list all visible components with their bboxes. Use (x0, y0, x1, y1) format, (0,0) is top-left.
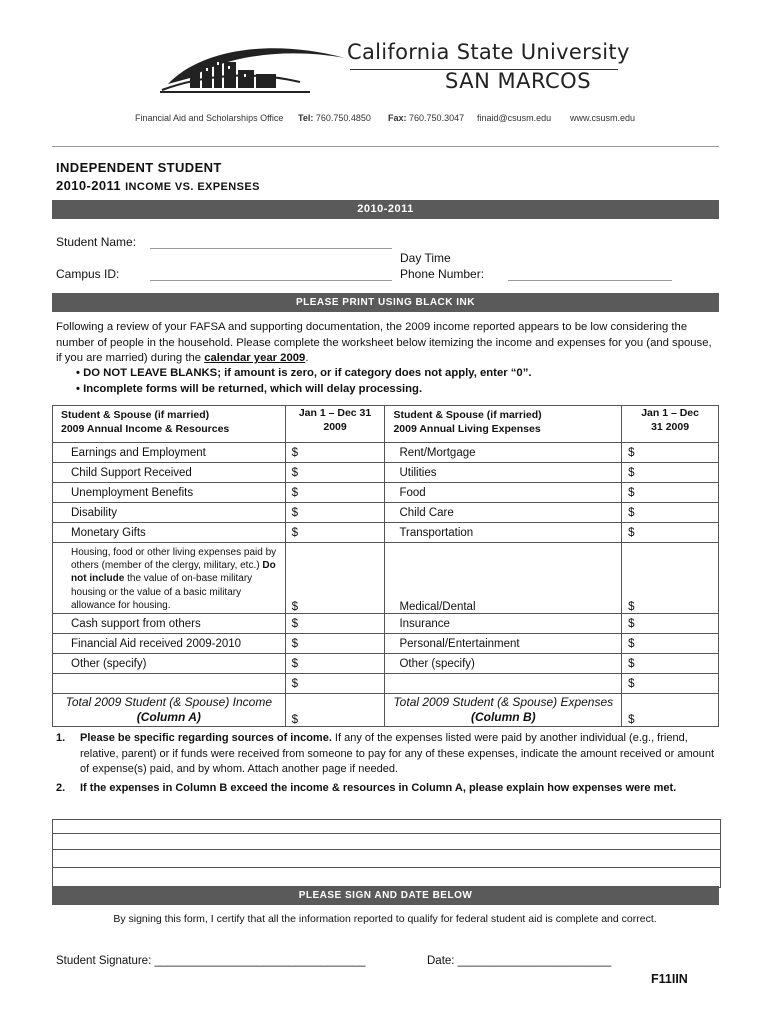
income-amount-field[interactable]: $ (285, 654, 385, 674)
expense-amount-field[interactable]: $ (622, 634, 719, 654)
phone-field[interactable] (508, 280, 672, 281)
total-expenses-label: Total 2009 Student (& Spouse) Expenses (Column B) (385, 694, 622, 727)
income-amount-field[interactable]: $ (285, 503, 385, 523)
answer-line[interactable] (53, 867, 720, 868)
table-row (53, 654, 719, 674)
income-amount-field[interactable]: $ (285, 443, 385, 463)
expense-label: Other (specify) (385, 654, 622, 674)
income-amount-field[interactable]: $ (285, 523, 385, 543)
income-amount-field[interactable]: $ (285, 483, 385, 503)
housing-label: Housing, food or other living expenses paid by others (member of the clergy, military, etc.) Do not include the value of on-base military housing or the value of a basic military allowance for housing. (53, 543, 286, 614)
expense-label: Rent/Mortgage (385, 443, 622, 463)
housing-amount-field[interactable]: $ (285, 543, 385, 614)
expense-amount-field[interactable]: $ (622, 674, 719, 694)
expense-label: Utilities (385, 463, 622, 483)
intro-paragraph: Following a review of your FAFSA and supporting documentation, the 2009 income reported appears to be low considering the number of people in the household. Please complete the worksheet below itemizing the income and expenses for you (and spouse, if you are married) during the calendar year 2009. (56, 321, 712, 364)
bullet-incomplete: • Incomplete forms will be returned, which will delay processing. (76, 382, 423, 395)
answer-line[interactable] (53, 849, 720, 850)
income-label: Financial Aid received 2009-2010 (53, 634, 286, 654)
total-income-field[interactable]: $ (285, 694, 385, 727)
certification-text: By signing this form, I certify that all the information reported to qualify for federal student aid is complete and correct. (113, 913, 657, 925)
table-row (53, 614, 719, 634)
document-subtitle: 2010-2011 INCOME VS. EXPENSES (56, 178, 260, 193)
campus-id-field[interactable] (150, 280, 392, 281)
phone-label: Phone Number: (400, 267, 485, 281)
income-expense-table (52, 405, 719, 727)
university-name: California State University (347, 40, 630, 64)
income-label: Monetary Gifts (53, 523, 286, 543)
income-label: Cash support from others (53, 614, 286, 634)
expense-label: Child Care (385, 503, 622, 523)
office-name: Financial Aid and Scholarships Office (135, 113, 284, 123)
sign-instruction-bar: PLEASE SIGN AND DATE BELOW (52, 886, 719, 905)
expense-label: Personal/Entertainment (385, 634, 622, 654)
question-2: 2. If the expenses in Column B exceed the income & resources in Column A, please explain how expenses were met. (56, 782, 677, 794)
income-amount-field[interactable]: $ (285, 463, 385, 483)
totals-row (53, 694, 719, 727)
year-bar: 2010-2011 (52, 200, 719, 219)
table-row (53, 443, 719, 463)
expense-header: Student & Spouse (if married) 2009 Annual Living Expenses (385, 406, 622, 443)
income-date-header: Jan 1 – Dec 31 2009 (285, 406, 385, 443)
document-title: INDEPENDENT STUDENT (56, 160, 222, 175)
office-email[interactable]: finaid@csusm.edu (477, 113, 552, 123)
print-instruction-bar: PLEASE PRINT USING BLACK INK (52, 293, 719, 312)
instruction-bullets (76, 366, 531, 397)
expense-amount-field[interactable]: $ (622, 523, 719, 543)
income-label: Unemployment Benefits (53, 483, 286, 503)
table-row (53, 483, 719, 503)
table-row (53, 503, 719, 523)
income-header: Student & Spouse (if married) 2009 Annual Income & Resources (53, 406, 286, 443)
form-id: F11IIN (651, 972, 688, 986)
expense-label: Medical/Dental (385, 543, 622, 614)
signature-field[interactable]: Student Signature: _________________________________ (56, 955, 366, 967)
total-expenses-field[interactable]: $ (622, 694, 719, 727)
student-name-label: Student Name: (56, 235, 137, 249)
expense-amount-field[interactable]: $ (622, 463, 719, 483)
blank-cell[interactable] (53, 674, 286, 694)
blank-cell[interactable] (385, 674, 622, 694)
answer-line[interactable] (53, 833, 720, 834)
expense-amount-field[interactable]: $ (622, 443, 719, 463)
table-row (53, 674, 719, 694)
expense-amount-field[interactable]: $ (622, 483, 719, 503)
student-name-field[interactable] (150, 248, 392, 249)
income-label: Other (specify) (53, 654, 286, 674)
table-row (53, 523, 719, 543)
income-amount-field[interactable]: $ (285, 614, 385, 634)
table-row (53, 634, 719, 654)
divider (52, 146, 719, 147)
expense-label: Insurance (385, 614, 622, 634)
income-label: Disability (53, 503, 286, 523)
office-fax: Fax: 760.750.3047 (388, 113, 465, 123)
expense-label: Food (385, 483, 622, 503)
office-website[interactable]: www.csusm.edu (570, 113, 636, 123)
income-amount-field[interactable]: $ (285, 674, 385, 694)
office-phone: Tel: 760.750.4850 (298, 113, 371, 123)
bullet-no-blanks: • DO NOT LEAVE BLANKS; if amount is zero, or if category does not apply, enter “0”. (76, 367, 532, 379)
campus-name: SAN MARCOS (445, 69, 592, 93)
campus-id-label: Campus ID: (56, 267, 120, 281)
table-row (53, 543, 719, 614)
income-label: Child Support Received (53, 463, 286, 483)
date-field[interactable]: Date: ________________________ (427, 955, 612, 967)
table-row (53, 463, 719, 483)
question-1: 1. Please be specific regarding sources of income. If any of the expenses listed were paid by another individual (e.g., friend, relative, parent) or if funds were received from someone to pay for any of these expenses, indicate the amount received or amount of expense(s) paid, and by whom. Attach another page if needed. (56, 732, 715, 775)
income-amount-field[interactable]: $ (285, 634, 385, 654)
university-logo (160, 40, 350, 100)
expense-label: Transportation (385, 523, 622, 543)
expense-amount-field[interactable]: $ (622, 503, 719, 523)
expense-amount-field[interactable]: $ (622, 543, 719, 614)
income-label: Earnings and Employment (53, 443, 286, 463)
expense-amount-field[interactable]: $ (622, 614, 719, 634)
expense-amount-field[interactable]: $ (622, 654, 719, 674)
explanation-lines[interactable] (52, 819, 721, 888)
total-income-label: Total 2009 Student (& Spouse) Income (Column A) (53, 694, 286, 727)
expense-date-header: Jan 1 – Dec 31 2009 (622, 406, 719, 443)
day-time-label: Day Time (400, 251, 451, 265)
